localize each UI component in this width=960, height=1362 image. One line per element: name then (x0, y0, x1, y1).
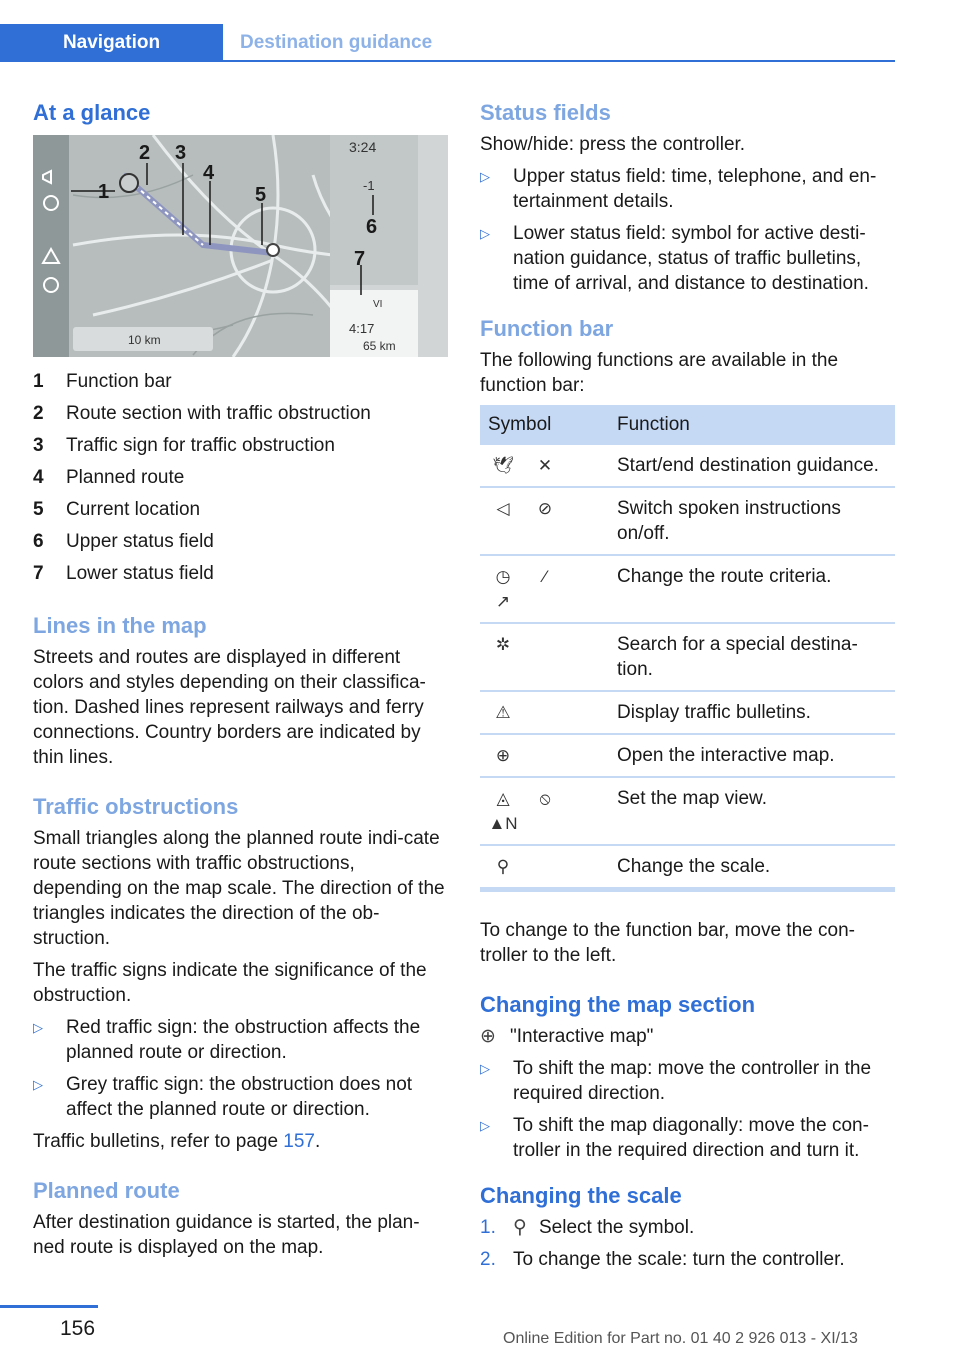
interactive-map-line (480, 1024, 895, 1049)
heading-status-fields: Status fields (480, 100, 611, 125)
table-row (480, 691, 895, 734)
table-row (480, 734, 895, 777)
legend-label: Upper status field (66, 531, 214, 552)
callout-3: 3 (175, 142, 187, 164)
bulletins-suffix: . (315, 1131, 321, 1152)
legend-item (33, 401, 448, 433)
bullet-text: Red traffic sign: the obstruction affects the planned route or direction. (66, 1017, 421, 1063)
bulletins-reference (33, 1129, 448, 1154)
legend-number: 7 (33, 563, 44, 584)
legend-item (33, 465, 448, 497)
list-item (480, 221, 895, 296)
table-row (480, 623, 895, 691)
legend-label: Lower status field (66, 563, 214, 584)
map-clock: 3:24 (349, 139, 377, 155)
heading-traffic-obstructions: Traffic obstructions (33, 794, 239, 819)
route-alt-icon: ↗ (495, 592, 511, 611)
symbol-cell (480, 623, 609, 691)
scale-icon: ⚲ (496, 857, 510, 876)
interactive-map-label: "Interactive map" (510, 1026, 654, 1047)
triangle-bullet-icon: ▷ (480, 1118, 490, 1133)
list-item (33, 1072, 448, 1122)
header-symbol: Symbol (480, 405, 609, 445)
map-distance: 65 km (363, 339, 396, 353)
traffic-bullet-list (33, 1015, 448, 1122)
function-cell: Display traffic bulletins. (609, 691, 895, 734)
lines-paragraph: Streets and routes are displayed in different colors and styles depending on their classifica‐tion. Dashed lines represent railways and ferry connections. Country borders are indicated by thin lines. (33, 647, 426, 768)
map-legend (33, 369, 448, 593)
list-item (480, 1056, 895, 1106)
bullet-text: Upper status field: time, telephone, and en‐tertainment details. (513, 166, 877, 212)
bullet-text: Grey traffic sign: the obstruction does not affect the planned route or direction. (66, 1074, 413, 1120)
map-view-alt-icon: ⦸ (539, 789, 551, 808)
symbol-cell (480, 487, 609, 555)
heading-function-bar: Function bar (480, 316, 614, 341)
legend-item (33, 369, 448, 401)
triangle-bullet-icon: ▷ (480, 169, 490, 184)
tab-destination-guidance[interactable]: Destination guidance (240, 32, 433, 53)
map-graphic (33, 135, 448, 357)
route-icon: ⁄ (543, 567, 547, 586)
list-item (480, 164, 895, 214)
list-item (33, 1015, 448, 1065)
special-destination-icon: ✲ (495, 635, 511, 654)
map-phone-status: -1 (363, 178, 375, 193)
north-up-icon: ▲N (488, 814, 518, 833)
header-function: Function (609, 405, 895, 445)
footer-rule (0, 1305, 98, 1308)
step-text: To change the scale: turn the controller. (513, 1249, 845, 1270)
map-scale-label: 10 km (128, 333, 161, 347)
callout-2: 2 (139, 142, 151, 164)
legend-number: 6 (33, 531, 44, 552)
function-cell: Search for a special destina‐tion. (609, 623, 895, 691)
list-item (480, 1247, 895, 1272)
triangle-bullet-icon: ▷ (480, 226, 490, 241)
symbol-cell (480, 691, 609, 734)
map-arrival-time: 4:17 (349, 321, 375, 336)
legend-label: Planned route (66, 467, 185, 488)
function-cell: Start/end destination guidance. (609, 445, 895, 487)
step-number: 1. (480, 1217, 496, 1238)
callout-4: 4 (203, 162, 215, 184)
table-row (480, 445, 895, 487)
guidance-start-icon: 🕊 (492, 456, 514, 475)
bullet-text: To shift the map diagonally: move the con‐troller in the required direction and turn it. (513, 1115, 869, 1161)
list-item (480, 1215, 895, 1240)
function-cell: Set the map view. (609, 777, 895, 845)
table-row (480, 487, 895, 555)
callout-5: 5 (255, 184, 267, 206)
map-section-bullet-list (480, 1056, 895, 1163)
header-tabs (0, 24, 895, 62)
legend-label: Traffic sign for traffic obstruction (66, 435, 335, 456)
function-cell: Switch spoken instructions on/off. (609, 487, 895, 555)
function-cell: Change the route criteria. (609, 555, 895, 623)
triangle-bullet-icon: ▷ (33, 1020, 43, 1035)
speaker-on-icon: ◁ (496, 499, 510, 518)
symbol-cell (480, 445, 609, 487)
planned-paragraph: After destination guidance is started, the plan‐ned route is displayed on the map. (33, 1212, 420, 1258)
page-number: 156 (60, 1317, 96, 1340)
function-cell: Open the interactive map. (609, 734, 895, 777)
crosshair-icon: ⊕ (495, 746, 511, 765)
table-row (480, 845, 895, 890)
page-link-157[interactable]: 157 (283, 1131, 315, 1152)
legend-number: 3 (33, 435, 44, 456)
legend-item (33, 561, 448, 593)
function-cell: Change the scale. (609, 845, 895, 890)
symbol-cell (480, 777, 609, 845)
table-row (480, 777, 895, 845)
legend-item (33, 433, 448, 465)
crosshair-icon: ⊕ (480, 1026, 496, 1047)
status-paragraph: Show/hide: press the controller. (480, 134, 746, 155)
bullet-text: To shift the map: move the controller in the required direction. (513, 1058, 872, 1104)
change-to-function-bar-paragraph: To change to the function bar, move the con‐troller to the left. (480, 920, 855, 966)
list-item (480, 1113, 895, 1163)
traffic-paragraph-1: Small triangles along the planned route indi‐cate route sections with traffic obstructions, depending on the map scale. The direction of the triangles indicates the direction of the ob‐struction. (33, 828, 445, 949)
legend-number: 4 (33, 467, 44, 488)
speaker-off-icon: ⊘ (537, 499, 553, 518)
legend-number: 5 (33, 499, 44, 520)
scale-icon: ⚲ (513, 1217, 527, 1238)
legend-item (33, 497, 448, 529)
left-column (33, 100, 448, 1260)
table-row (480, 555, 895, 623)
legend-label: Route section with traffic obstruction (66, 403, 371, 424)
legend-item (33, 529, 448, 561)
traffic-paragraph-2: The traffic signs indicate the significance of the obstruction. (33, 960, 427, 1006)
triangle-bullet-icon: ▷ (33, 1077, 43, 1092)
callout-6: 6 (366, 216, 378, 238)
status-bullet-list (480, 164, 895, 296)
map-status-code: VI (373, 299, 383, 310)
legend-label: Current location (66, 499, 201, 520)
heading-at-a-glance: At a glance (33, 100, 151, 125)
tab-navigation[interactable]: Navigation (0, 24, 223, 62)
step-text: Select the symbol. (539, 1217, 695, 1238)
symbol-cell (480, 734, 609, 777)
step-number: 2. (480, 1249, 496, 1270)
right-column (480, 100, 895, 1279)
scale-steps-list (480, 1215, 895, 1272)
heading-changing-scale: Changing the scale (480, 1183, 682, 1208)
bullet-text: Lower status field: symbol for active desti‐nation guidance, status of traffic bulletins, time of arrival, and distance to destination. (513, 223, 869, 294)
guidance-end-icon: ✕ (537, 456, 553, 475)
bulletins-prefix: Traffic bulletins, refer to page (33, 1131, 284, 1152)
clock-icon: ◷ (495, 567, 511, 586)
warning-triangle-icon: ⚠ (495, 703, 511, 722)
heading-changing-map-section: Changing the map section (480, 992, 756, 1017)
header-underline (223, 60, 895, 62)
legend-number: 2 (33, 403, 44, 424)
edition-note: Online Edition for Part no. 01 40 2 926 013 - XI/13 (503, 1330, 858, 1347)
legend-number: 1 (33, 371, 44, 392)
callout-1: 1 (98, 181, 110, 203)
function-paragraph: The following functions are available in the function bar: (480, 350, 839, 396)
triangle-bullet-icon: ▷ (480, 1061, 490, 1076)
heading-planned-route: Planned route (33, 1178, 180, 1203)
table-header-row (480, 405, 895, 445)
symbol-cell (480, 845, 609, 890)
navigation-map-image (33, 135, 448, 357)
callout-7: 7 (354, 248, 366, 270)
symbol-cell (480, 555, 609, 623)
function-table (480, 405, 895, 892)
heading-lines-in-map: Lines in the map (33, 613, 207, 638)
legend-label: Function bar (66, 371, 172, 392)
map-view-icon: ◬ (496, 789, 510, 808)
